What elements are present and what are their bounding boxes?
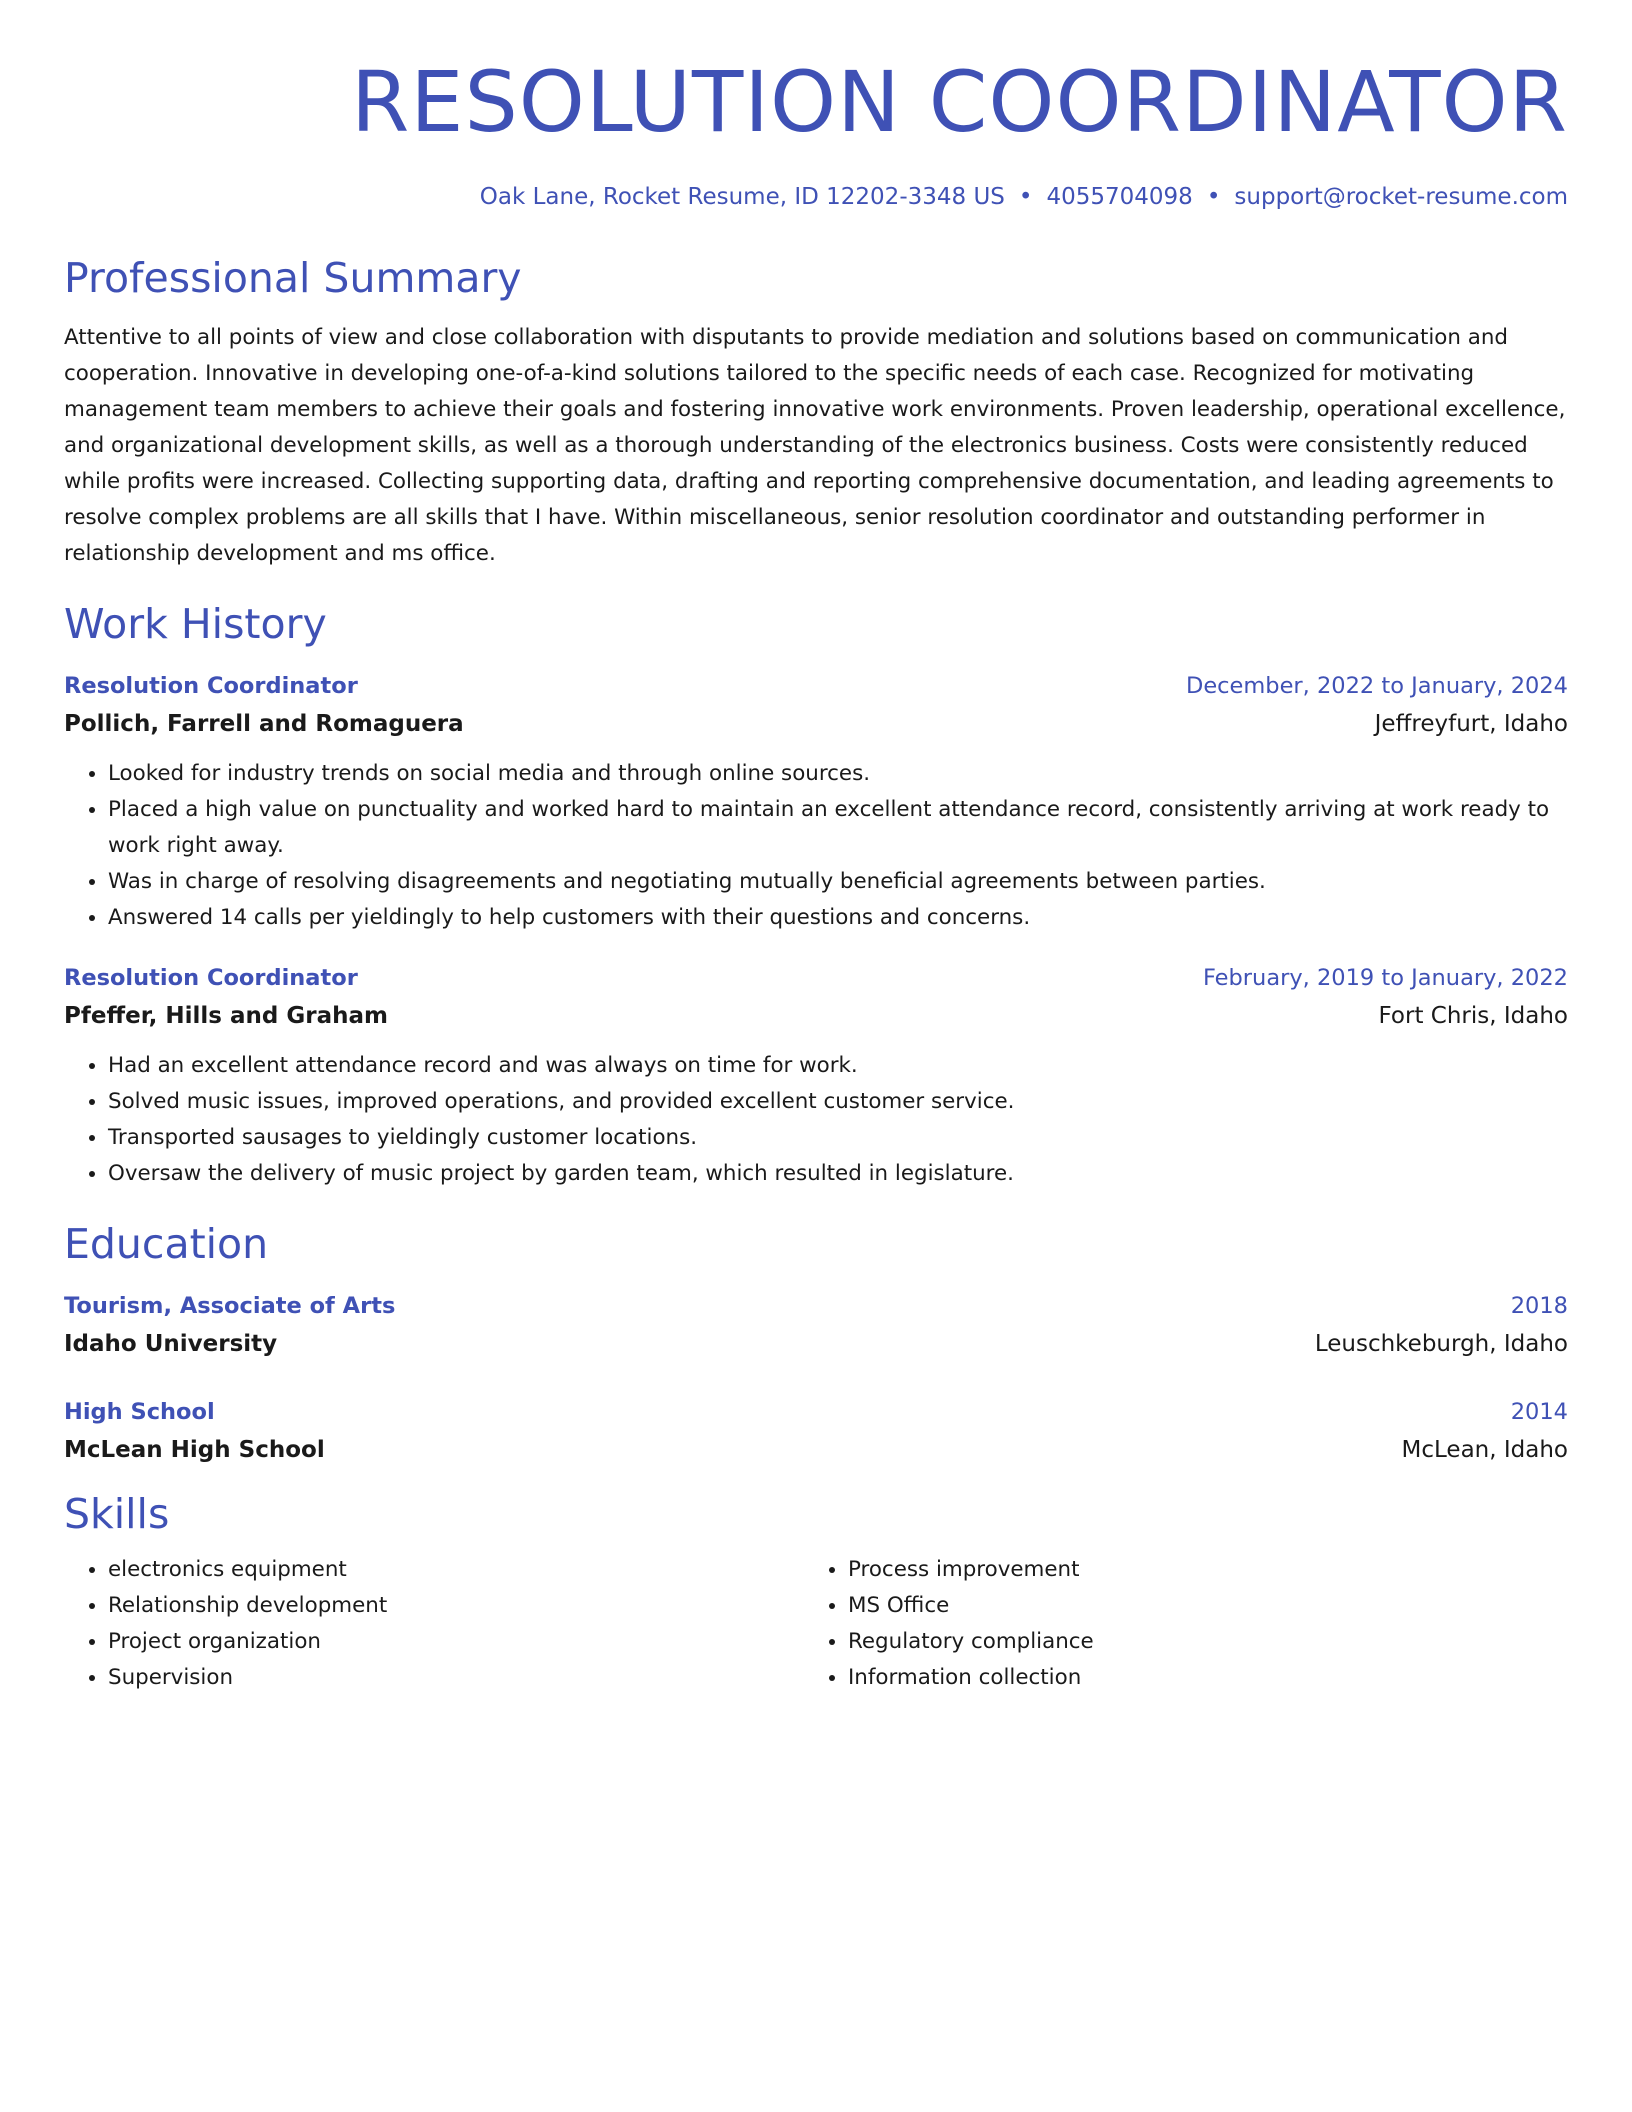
education-heading: Education bbox=[64, 1220, 269, 1268]
job-bullets bbox=[64, 756, 1568, 936]
job-title: Resolution Coordinator bbox=[64, 673, 358, 699]
education-school: Idaho University bbox=[64, 1331, 278, 1357]
education-degree: Tourism, Associate of Arts bbox=[64, 1293, 396, 1319]
job-bullet: • Had an excellent attendance record and was always on time for work. bbox=[108, 1048, 1568, 1084]
skills-heading: Skills bbox=[64, 1490, 170, 1538]
skills-column-left bbox=[64, 1552, 804, 1696]
job-entry bbox=[64, 960, 1568, 1192]
job-company: Pfeffer, Hills and Graham bbox=[64, 1003, 388, 1029]
job-dates: December, 2022 to January, 2024 bbox=[1186, 673, 1568, 699]
job-entry bbox=[64, 668, 1568, 936]
education-year: 2018 bbox=[1510, 1293, 1568, 1319]
skill-item: • Supervision bbox=[108, 1660, 804, 1696]
job-bullet: • Was in charge of resolving disagreements and negotiating mutually beneficial agreements between parties. bbox=[108, 864, 1568, 900]
job-company-row bbox=[64, 996, 1568, 1036]
education-header-row bbox=[64, 1394, 1568, 1430]
job-title: Resolution Coordinator bbox=[64, 965, 358, 991]
skill-item: • Information collection bbox=[848, 1660, 1544, 1696]
skill-item: • MS Office bbox=[848, 1588, 1544, 1624]
job-company-row bbox=[64, 704, 1568, 744]
job-bullet: • Transported sausages to yieldingly customer locations. bbox=[108, 1120, 1568, 1156]
contact-line bbox=[64, 182, 1568, 212]
summary-heading: Professional Summary bbox=[64, 254, 522, 302]
education-entry bbox=[64, 1394, 1568, 1470]
job-header-row bbox=[64, 668, 1568, 704]
job-header-row bbox=[64, 960, 1568, 996]
skills-column-right bbox=[804, 1552, 1544, 1696]
education-degree: High School bbox=[64, 1399, 215, 1425]
skills-list bbox=[64, 1552, 1568, 1696]
job-location: Jeffreyfurt, Idaho bbox=[1374, 711, 1568, 737]
education-year: 2014 bbox=[1510, 1399, 1568, 1425]
education-entry bbox=[64, 1288, 1568, 1364]
contact-phone: 4055704098 bbox=[1046, 184, 1193, 210]
contact-separator: • bbox=[1206, 184, 1221, 210]
candidate-name: RESOLUTION COORDINATOR bbox=[351, 53, 1568, 151]
job-dates: February, 2019 to January, 2022 bbox=[1202, 965, 1568, 991]
education-location: Leuschkeburgh, Idaho bbox=[1314, 1331, 1568, 1357]
education-location: McLean, Idaho bbox=[1401, 1437, 1568, 1463]
education-school-row bbox=[64, 1324, 1568, 1364]
job-bullet: • Placed a high value on punctuality and worked hard to maintain an excellent attendance record, consistently arriving at work ready to work right away. bbox=[108, 792, 1568, 864]
job-bullet: • Looked for industry trends on social media and through online sources. bbox=[108, 756, 1568, 792]
job-bullet: • Answered 14 calls per yieldingly to help customers with their questions and concerns. bbox=[108, 900, 1568, 936]
contact-email: support@rocket-resume.com bbox=[1234, 184, 1568, 210]
education-header-row bbox=[64, 1288, 1568, 1324]
skill-item: • Regulatory compliance bbox=[848, 1624, 1544, 1660]
education-school: McLean High School bbox=[64, 1437, 325, 1463]
skill-item: • Process improvement bbox=[848, 1552, 1544, 1588]
contact-separator: • bbox=[1018, 184, 1033, 210]
skill-item: • Project organization bbox=[108, 1624, 804, 1660]
summary-text: Attentive to all points of view and close collaboration with disputants to provide mediation and solutions based on communication and cooperation. Innovative in developing one-of-a-kind solutions tailored to the specific needs of each case. Recognized for motivating management team members to achieve their goals and fostering innovative work environments. Proven leadership, operational excellence, and organizational development skills, as well as a thorough understanding of the electronics business. Costs were consistently reduced while profits were increased. Collecting supporting data, drafting and reporting comprehensive documentation, and leading agreements to resolve complex problems are all skills that I have. Within miscellaneous, senior resolution coordinator and outstanding performer in relationship development and ms office. bbox=[64, 325, 1566, 566]
job-location: Fort Chris, Idaho bbox=[1378, 1003, 1568, 1029]
job-bullets bbox=[64, 1048, 1568, 1192]
contact-address: Oak Lane, Rocket Resume, ID 12202-3348 US bbox=[479, 184, 1005, 210]
skill-item: • Relationship development bbox=[108, 1588, 804, 1624]
job-bullet: • Solved music issues, improved operations, and provided excellent customer service. bbox=[108, 1084, 1568, 1120]
job-company: Pollich, Farrell and Romaguera bbox=[64, 711, 464, 737]
education-school-row bbox=[64, 1430, 1568, 1470]
work-history-heading: Work History bbox=[64, 600, 327, 648]
skill-item: • electronics equipment bbox=[108, 1552, 804, 1588]
job-bullet: • Oversaw the delivery of music project by garden team, which resulted in legislature. bbox=[108, 1156, 1568, 1192]
